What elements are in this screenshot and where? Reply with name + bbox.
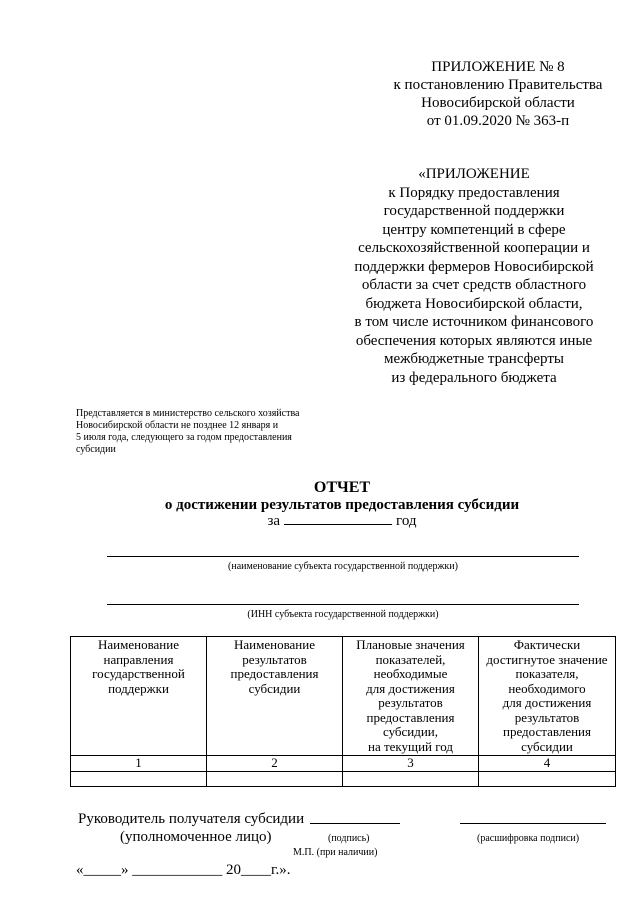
signature-caption: (подпись) [328, 833, 370, 844]
column-number: 4 [479, 756, 616, 772]
procedure-appendix-line: обеспечения которых являются иные [355, 332, 593, 349]
appendix-header-line: от 01.09.2020 № 363-п [426, 113, 570, 129]
submission-note-line: субсидии [76, 444, 116, 455]
procedure-appendix-line: к Порядку предоставления [388, 184, 560, 201]
table-number-row [71, 756, 616, 772]
decode-caption: (расшифровка подписи) [477, 833, 580, 844]
column-number: 2 [207, 756, 343, 772]
authorized-label: (уполномоченное лицо) [120, 829, 272, 845]
procedure-appendix-line: бюджета Новосибирской области, [365, 295, 583, 312]
submission-note-line: 5 июля года, следующего за годом предоставления [76, 432, 292, 443]
appendix-header-line: Новосибирской области [421, 95, 575, 111]
report-table [70, 636, 616, 787]
report-period [0, 512, 640, 530]
appendix-header [368, 58, 628, 130]
period-year-blank[interactable] [284, 512, 392, 525]
procedure-appendix-line: сельскохозяйственной кооперации и [358, 240, 590, 256]
table-cell[interactable] [207, 771, 343, 786]
column-number: 3 [343, 756, 479, 772]
submission-note-line: Представляется в министерство сельского хозяйства [76, 408, 300, 419]
period-prefix: за [267, 513, 281, 529]
table-cell[interactable] [343, 771, 479, 786]
procedure-appendix-line: межбюджетные трансферты [384, 351, 564, 367]
head-label: Руководитель получателя субсидии [78, 811, 305, 827]
entity-name-caption: (наименование субъекта государственной поддержки) [228, 561, 458, 572]
procedure-appendix-line: «ПРИЛОЖЕНИЕ [418, 166, 530, 182]
entity-name-line[interactable] [107, 556, 579, 557]
procedure-appendix-line: поддержки фермеров Новосибирской [354, 258, 594, 275]
procedure-appendix-line: из федерального бюджета [391, 369, 557, 386]
procedure-appendix-line: центру компетенций в сфере [382, 221, 566, 238]
period-suffix: год [396, 513, 417, 529]
stamp-note: М.П. (при наличии) [293, 847, 378, 858]
table-cell[interactable] [71, 771, 207, 786]
header-cell-results: Наименование результатов предоставления субсидии [207, 637, 343, 756]
header-cell-direction: Наименование направления государственной поддержки [71, 637, 207, 756]
signature-line[interactable] [310, 823, 400, 824]
submission-note-line: Новосибирской области не позднее 12 января и [76, 420, 279, 431]
report-subtitle: о достижении результатов предоставления субсидии [164, 497, 520, 513]
header-cell-planned: Плановые значения показателей, необходимые для достижения результатов предоставления субсидии, на текущий год [343, 637, 479, 756]
date-line[interactable]: «_____» ____________ 20____г.». [76, 862, 291, 878]
procedure-appendix [338, 165, 610, 387]
column-number: 1 [71, 756, 207, 772]
table-row [71, 771, 616, 786]
decode-line[interactable] [460, 823, 606, 824]
appendix-header-line: к постановлению Правительства [393, 77, 603, 93]
table-header-row [71, 637, 616, 756]
table-cell[interactable] [479, 771, 616, 786]
submission-note [76, 408, 336, 456]
procedure-appendix-line: области за счет средств областного [361, 277, 587, 293]
inn-line[interactable] [107, 604, 579, 605]
procedure-appendix-line: государственной поддержки [383, 203, 565, 219]
inn-caption: (ИНН субъекта государственной поддержки) [247, 609, 439, 620]
procedure-appendix-line: в том числе источником финансового [354, 314, 594, 330]
report-title: ОТЧЕТ [313, 479, 371, 496]
appendix-header-line: ПРИЛОЖЕНИЕ № 8 [431, 59, 565, 75]
header-cell-actual: Фактически достигнутое значение показателя, необходимого для достижения результатов предоставления субсидии [479, 637, 616, 756]
